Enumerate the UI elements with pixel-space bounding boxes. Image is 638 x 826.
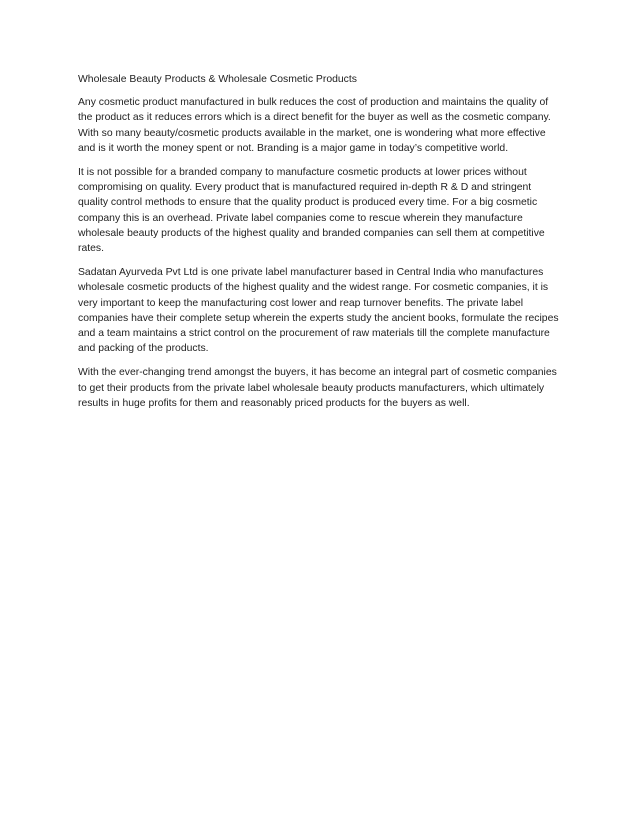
paragraph-1: Any cosmetic product manufactured in bulk reduces the cost of production and maintains the quality of the product as it reduces errors which is a direct benefit for the buyer as well as the cosmetic company. With so many beauty/cosmetic products available in the market, one is wondering what more effective and is it worth the money spent or not. Branding is a major game in today’s competitive world.	[78, 97, 551, 154]
paragraph-4: With the ever-changing trend amongst the buyers, it has become an integral part of cosmetic companies to get their products from the private label wholesale beauty products manufacturers, which ultimately results in huge profits for them and reasonably priced products for the buyers as well.	[78, 367, 557, 409]
document-body	[78, 72, 562, 420]
paragraph-3: Sadatan Ayurveda Pvt Ltd is one private label manufacturer based in Central India who manufactures wholesale cosmetic products of the highest quality and the widest range. For cosmetic companies, it is very important to keep the manufacturing cost lower and reap turnover benefits. The private label companies have their complete setup wherein the experts study the ancient books, formulate the recipes and a team maintains a strict control on the procurement of raw materials till the complete manufacture and packing of the products.	[78, 267, 559, 355]
paragraph-2: It is not possible for a branded company to manufacture cosmetic products at lower prices without compromising on quality. Every product that is manufactured required in-depth R & D and stringent quality control methods to ensure that the quality product is produced every time. For a big cosmetic company this is an overhead. Private label companies come to rescue wherein they manufacture wholesale beauty products of the highest quality and branded companies can sell them at competitive rates.	[78, 167, 545, 255]
document-title: Wholesale Beauty Products & Wholesale Cosmetic Products	[78, 74, 357, 85]
